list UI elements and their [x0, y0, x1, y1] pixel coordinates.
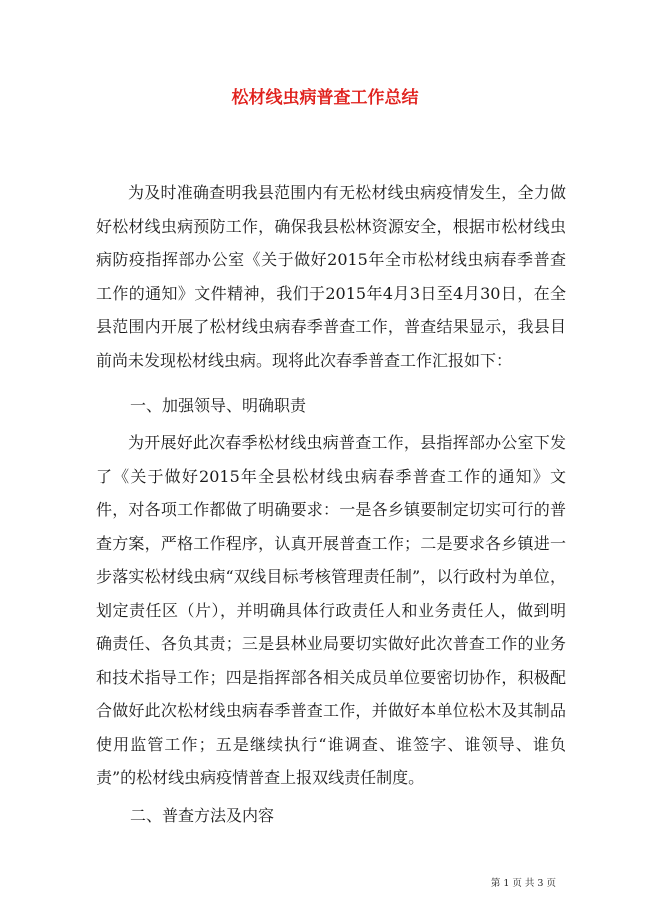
intro-paragraph: 为及时准确查明我县范围内有无松材线虫病疫情发生，全力做好松材线虫病预防工作，确保我县松林资源安全，根据市松材线虫病防疫指挥部办公室《关于做好2015年全市松材线虫病春季普查工作的通知》文件精神，我们于2015年4月3日至4月30日，在全县范围内开展了松材线虫病春季普查工作，普查结果显示，我县目前尚未发现松材线虫病。现将此次春季普查工作汇报如下： [96, 183, 566, 370]
section-heading-2: 二、普查方法及内容 [130, 806, 275, 825]
intro-section [96, 176, 566, 377]
section-1-paragraph: 为开展好此次春季松材线虫病普查工作，县指挥部办公室下发了《关于做好2015年全县松材线虫病春季普查工作的通知》文件，对各项工作都做了明确要求：一是各乡镇要制定切实可行的普查方案，严格工作程序，认真开展普查工作；二是要求各乡镇进一步落实松材线虫病“双线目标考核管理责任制”，以行政村为单位，划定责任区（片），并明确具体行政责任人和业务责任人，做到明确责任、各负其责；三是县林业局要切实做好此次普查工作的业务和技术指导工作；四是指挥部各相关成员单位要密切协作，积极配合做好此次松材线虫病春季普查工作，并做好本单位松木及其制品使用监管工作；五是继续执行“谁调查、谁签字、谁领导、谁负责”的松材线虫病疫情普查上报双线责任制度。 [96, 433, 566, 787]
section-1-body [96, 426, 566, 795]
section-heading-1: 一、加强领导、明确职责 [130, 396, 307, 415]
page-number: 第 1 页 共 3 页 [490, 878, 556, 889]
document-title: 松材线虫病普查工作总结 [231, 88, 419, 108]
